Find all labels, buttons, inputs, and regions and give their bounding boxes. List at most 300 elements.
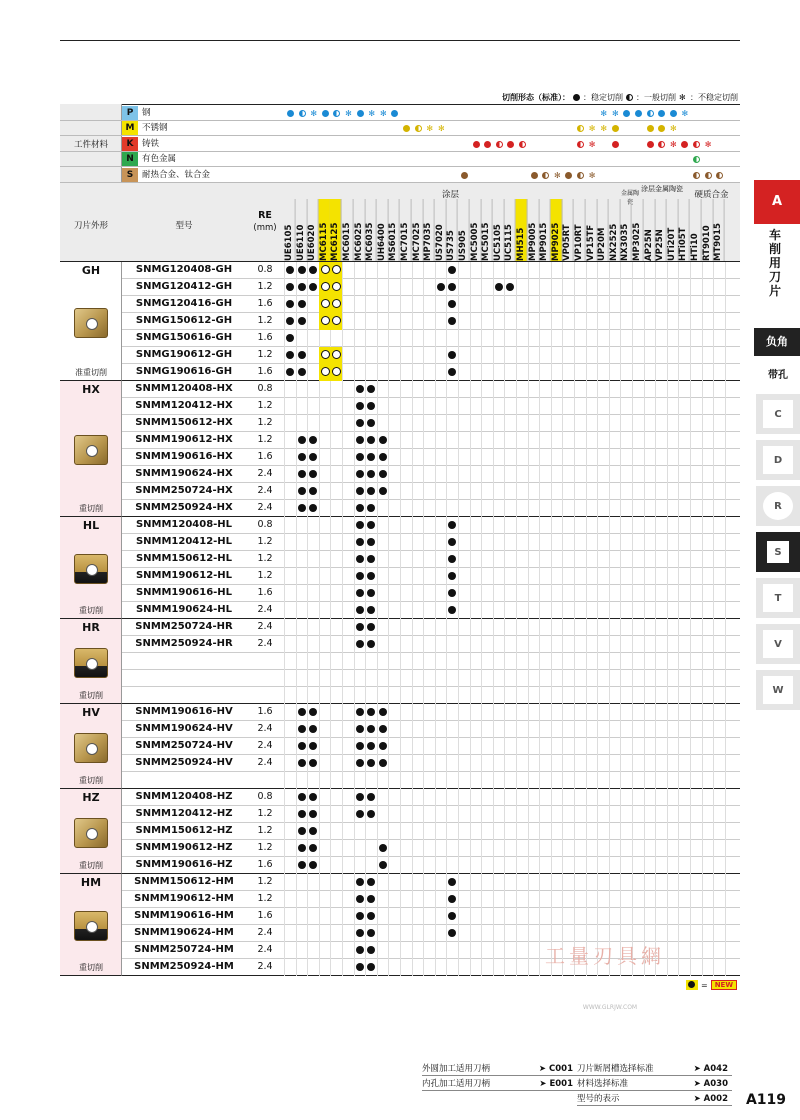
grade-dot <box>367 606 375 614</box>
grade-dot <box>367 504 375 512</box>
shape-tab-R[interactable] <box>756 486 800 526</box>
cermet-label: 金属陶瓷 <box>620 190 639 206</box>
grade-dot <box>356 402 364 410</box>
arrow-icon: ➤ <box>539 1079 550 1089</box>
stable-dot-icon <box>531 172 538 179</box>
model-cell: SNMM190624-HX <box>135 468 233 479</box>
grade-dot <box>448 300 456 308</box>
grade-header-MP9015: MP9015 <box>539 199 551 261</box>
table-row <box>122 874 740 891</box>
unstable-cross-icon: ✻ <box>379 109 387 118</box>
material-name: 铸铁 <box>142 138 160 149</box>
material-row-K <box>60 137 740 152</box>
re-cell: 1.6 <box>257 298 273 309</box>
group-code: HX <box>82 383 100 396</box>
grade-dot <box>309 759 317 767</box>
unstable-cross-icon: ✻ <box>669 124 677 134</box>
table-row <box>122 432 740 449</box>
grade-dot <box>367 895 375 903</box>
grade-dot <box>367 385 375 393</box>
group-code: HZ <box>82 791 100 804</box>
re-cell: 1.2 <box>257 434 273 445</box>
table-row <box>122 415 740 432</box>
model-cell: SNMM250924-HX <box>135 502 233 513</box>
group-code: HM <box>80 876 102 889</box>
unstable-cross-icon: ✻ <box>368 109 376 118</box>
grade-dot <box>298 436 306 444</box>
stable-dot-icon <box>322 110 329 117</box>
new-grade-dot <box>321 265 330 274</box>
grade-dot <box>356 521 364 529</box>
footer-link-label: 材料选择标准 <box>577 1079 629 1089</box>
grade-header-RT9010: RT9010 <box>702 199 714 261</box>
material-name: 有色金属 <box>142 154 177 165</box>
general-dot-icon <box>716 172 723 179</box>
new-dot-icon <box>686 980 698 990</box>
unstable-cross-icon: ✻ <box>704 139 712 149</box>
group-code: GH <box>81 264 101 277</box>
stable-dot-icon <box>612 141 619 148</box>
re-cell: 1.2 <box>257 417 273 428</box>
model-cell: SNMM250924-HR <box>135 638 233 649</box>
stable-dot-icon <box>287 110 294 117</box>
watermark: 工量刃具網 <box>545 944 665 968</box>
model-cell: SNMM190616-HL <box>135 587 233 598</box>
model-cell: SNMM150612-HL <box>135 553 233 564</box>
model-cell: SNMM150612-HZ <box>135 825 233 836</box>
grade-dot <box>448 929 456 937</box>
grade-dot <box>286 266 294 274</box>
grade-dot <box>448 589 456 597</box>
group-GH <box>60 262 122 381</box>
table-row <box>122 704 740 721</box>
grade-dot <box>286 368 294 376</box>
re-cell: 2.4 <box>257 604 273 615</box>
grade-header-MC6125: MC6125 <box>330 199 342 261</box>
grade-dot <box>356 385 364 393</box>
material-row-S <box>60 168 740 183</box>
shape-tab-V[interactable] <box>756 624 800 664</box>
material-code: N <box>122 152 138 166</box>
shape-tab-W[interactable] <box>756 670 800 710</box>
model-cell: SNMG150616-GH <box>135 332 233 343</box>
footer-link-ref <box>539 1062 573 1076</box>
model-cell: SNMG190612-GH <box>135 349 233 360</box>
re-cell: 2.4 <box>257 740 273 751</box>
insert-image <box>74 308 108 338</box>
grade-header-MP7035: MP7035 <box>423 199 435 261</box>
grade-dot <box>379 725 387 733</box>
grade-header-MC7025: MC7025 <box>412 199 424 261</box>
model-cell: SNMM120412-HZ <box>135 808 233 819</box>
grade-dot <box>367 912 375 920</box>
grade-dot <box>367 402 375 410</box>
table-row <box>122 313 740 330</box>
material-code: M <box>122 121 138 135</box>
grade-header-UH6400: UH6400 <box>377 199 389 261</box>
legend-title: 切削形态（标准）： <box>502 93 570 102</box>
group-HZ <box>60 789 122 874</box>
model-cell: SNMM190624-HL <box>135 604 233 615</box>
model-cell: SNMM190612-HM <box>134 893 234 904</box>
grade-dot <box>356 606 364 614</box>
table-row <box>122 738 740 755</box>
material-code: K <box>122 137 138 151</box>
grade-dot <box>298 283 306 291</box>
table-row <box>122 296 740 313</box>
group-HX <box>60 381 122 517</box>
table-row <box>122 670 740 687</box>
re-cell: 0.8 <box>257 383 273 394</box>
grade-header-MP9005: MP9005 <box>528 199 540 261</box>
model-cell: SNMG120408-GH <box>135 264 233 275</box>
model-cell: SNMM190616-HZ <box>135 859 233 870</box>
unstable-cross-icon: ✻ <box>669 139 677 149</box>
cut-type: 重切削 <box>79 504 103 513</box>
grade-dot <box>367 453 375 461</box>
unstable-cross-icon: ✻ <box>588 170 596 180</box>
general-dot-icon <box>299 110 306 117</box>
section-title: 车削用刀片 <box>768 228 781 298</box>
grade-dot <box>379 436 387 444</box>
table-row <box>122 823 740 840</box>
grade-dot <box>367 538 375 546</box>
grade-dot <box>379 470 387 478</box>
footer-link[interactable] <box>577 1062 732 1076</box>
grade-dot <box>298 266 306 274</box>
model-cell: SNMM250724-HX <box>135 485 233 496</box>
watermark-url: WWW.GLRJW.COM <box>582 1004 638 1011</box>
grade-dot <box>367 419 375 427</box>
cut-type: 重切削 <box>79 691 103 700</box>
grade-dot <box>298 470 306 478</box>
ref-code: A042 <box>703 1064 728 1074</box>
grade-dot <box>437 283 445 291</box>
section-tab-A[interactable]: A <box>754 180 800 224</box>
table-row <box>122 891 740 908</box>
grade-dot <box>356 538 364 546</box>
grade-dot <box>379 487 387 495</box>
insert-image <box>74 435 108 465</box>
grade-dot <box>309 504 317 512</box>
re-cell: 1.6 <box>257 451 273 462</box>
re-cell: 2.4 <box>257 621 273 632</box>
footer-link-label: 内孔加工适用刀柄 <box>422 1079 491 1089</box>
table-row <box>122 551 740 568</box>
footer-link-ref <box>694 1062 728 1076</box>
grade-dot <box>356 453 364 461</box>
table-row <box>122 534 740 551</box>
grade-dot <box>309 725 317 733</box>
grade-dot <box>448 606 456 614</box>
grade-dot <box>448 895 456 903</box>
grade-header-MP9025: MP9025 <box>551 199 563 261</box>
grade-dot <box>356 708 364 716</box>
grade-header-UTi20T: UTi20T <box>667 199 679 261</box>
material-row-M <box>60 121 740 136</box>
table-row <box>122 755 740 772</box>
unstable-cross-icon: ✻ <box>345 109 352 118</box>
grade-dot <box>356 504 364 512</box>
legend-unstable: ：不稳定切削 <box>690 93 738 102</box>
re-cell: 1.2 <box>257 553 273 564</box>
stable-dot-icon <box>670 110 677 117</box>
grade-dot <box>448 572 456 580</box>
re-cell: 2.4 <box>257 961 273 972</box>
grade-header-MS6015: MS6015 <box>388 199 400 261</box>
re-cell: 2.4 <box>257 502 273 513</box>
stable-dot-icon <box>461 172 468 179</box>
grade-dot <box>356 640 364 648</box>
model-label: 型号 <box>175 221 193 231</box>
shape-icon: C <box>763 400 793 428</box>
grade-dot <box>356 895 364 903</box>
grade-dot <box>298 844 306 852</box>
grade-dot <box>298 300 306 308</box>
new-grade-dot <box>321 350 330 359</box>
table-row <box>122 602 740 619</box>
re-cell: 1.2 <box>257 876 273 887</box>
model-cell: SNMG120412-GH <box>135 281 233 292</box>
grade-dot <box>309 470 317 478</box>
re-cell: 2.4 <box>257 757 273 768</box>
group-code: HR <box>82 621 100 634</box>
table-row <box>122 908 740 925</box>
material-name: 不锈钢 <box>142 123 168 134</box>
grade-dot <box>286 351 294 359</box>
arrow-icon: ➤ <box>693 1079 704 1089</box>
grade-header-US735: US735 <box>446 199 458 261</box>
grade-dot <box>356 470 364 478</box>
re-cell: 1.2 <box>257 536 273 547</box>
shape-tab-S[interactable] <box>756 532 800 572</box>
model-cell: SNMM120412-HL <box>135 536 233 547</box>
shape-icon: V <box>763 630 793 658</box>
grade-dot <box>367 793 375 801</box>
grade-header-US905: US905 <box>458 199 470 261</box>
footer-link[interactable] <box>577 1077 732 1091</box>
insert-image <box>74 733 108 763</box>
re-unit: (mm) <box>253 223 277 233</box>
new-grade-dot <box>321 299 330 308</box>
grade-dot <box>367 555 375 563</box>
table-row <box>122 381 740 398</box>
shape-tab-C[interactable] <box>756 394 800 434</box>
unstable-cross-icon: ✻ <box>679 92 686 102</box>
model-cell: SNMM120408-HZ <box>135 791 233 802</box>
table-row <box>122 517 740 534</box>
table-row <box>122 398 740 415</box>
grade-header-AP25N: AP25N <box>644 199 656 261</box>
group-HV <box>60 704 122 789</box>
model-cell: SNMM190612-HL <box>135 570 233 581</box>
re-cell: 0.8 <box>257 519 273 530</box>
coating-label: 涂层 <box>441 190 459 200</box>
grade-header-VP15TF: VP15TF <box>586 199 598 261</box>
table-row <box>122 840 740 857</box>
grade-header-UP20M: UP20M <box>597 199 609 261</box>
general-dot-icon <box>542 172 549 179</box>
unstable-cross-icon: ✻ <box>426 124 434 134</box>
grade-dot <box>298 759 306 767</box>
grade-header-MC6035: MC6035 <box>365 199 377 261</box>
shape-icon: S <box>767 541 789 563</box>
stable-dot-icon <box>565 172 572 179</box>
grade-dot <box>379 742 387 750</box>
grade-dot <box>298 725 306 733</box>
grade-dot <box>356 759 364 767</box>
grade-dot <box>298 317 306 325</box>
general-dot-icon <box>626 94 633 101</box>
arrow-icon: ➤ <box>538 1064 550 1074</box>
shape-tab-T[interactable] <box>756 578 800 618</box>
footer-link-label: 刀片断屑槽选择标准 <box>577 1064 654 1074</box>
negative-tab[interactable]: 负角 <box>754 328 800 356</box>
new-grade-dot <box>321 282 330 291</box>
grade-dot <box>367 470 375 478</box>
re-cell: 1.6 <box>257 332 273 343</box>
grade-header-MT9015: MT9015 <box>713 199 725 261</box>
re-cell: 1.6 <box>257 859 273 870</box>
footer-link[interactable] <box>577 1092 732 1106</box>
legend-general: ：一般切削 <box>636 93 676 102</box>
re-cell: 2.4 <box>257 468 273 479</box>
unstable-cross-icon: ✻ <box>588 139 596 149</box>
grade-dot <box>309 708 317 716</box>
unstable-cross-icon: ✻ <box>600 109 608 118</box>
grade-dot <box>379 861 387 869</box>
model-cell: SNMM190616-HX <box>135 451 233 462</box>
grade-header-NX2525: NX2525 <box>609 199 621 261</box>
re-cell: 1.2 <box>257 825 273 836</box>
model-cell: SNMM120412-HX <box>135 400 233 411</box>
grade-header-NX3035: NX3035 <box>620 199 632 261</box>
footer-link-ref <box>694 1077 728 1091</box>
grade-header-VP10RT: VP10RT <box>574 199 586 261</box>
grade-dot <box>298 793 306 801</box>
grade-header-MP3025: MP3025 <box>632 199 644 261</box>
footer-link[interactable] <box>422 1062 577 1076</box>
model-cell: SNMM190616-HM <box>134 910 234 921</box>
grade-dot <box>367 878 375 886</box>
footer-link[interactable] <box>422 1077 577 1091</box>
grade-dot <box>298 453 306 461</box>
grade-dot <box>298 742 306 750</box>
grade-dot <box>356 963 364 971</box>
grade-header-MH515: MH515 <box>516 199 528 261</box>
grade-header-VP25N: VP25N <box>655 199 667 261</box>
grade-header-UE6020: UE6020 <box>307 199 319 261</box>
top-rule <box>60 40 740 41</box>
table-row <box>122 687 740 704</box>
carbide-label: 硬质合金 <box>694 190 729 200</box>
page-number: A119 <box>745 1092 786 1108</box>
stable-dot-icon <box>647 125 654 132</box>
grade-dot <box>367 725 375 733</box>
table-row <box>122 636 740 653</box>
grade-header-MC6025: MC6025 <box>354 199 366 261</box>
grade-dot <box>286 300 294 308</box>
grade-dot <box>309 436 317 444</box>
model-cell: SNMM250924-HM <box>134 961 234 972</box>
re-cell: 1.2 <box>257 808 273 819</box>
grade-header-MC6115: MC6115 <box>319 199 331 261</box>
model-cell: SNMG150612-GH <box>135 315 233 326</box>
grade-dot <box>495 283 503 291</box>
general-dot-icon <box>693 141 700 148</box>
grade-header-MC6015: MC6015 <box>342 199 354 261</box>
group-code: HV <box>82 706 100 719</box>
grade-dot <box>356 589 364 597</box>
model-cell: SNMM190616-HV <box>135 706 233 717</box>
grade-dot <box>309 810 317 818</box>
shape-icon: T <box>763 584 793 612</box>
grade-dot <box>448 521 456 529</box>
group-HL <box>60 517 122 619</box>
stable-dot-icon <box>484 141 491 148</box>
material-code: P <box>122 106 138 120</box>
grade-dot <box>309 487 317 495</box>
coated-cermet-label: 涂层金属陶瓷 <box>641 185 683 193</box>
shape-icon: R <box>763 492 793 520</box>
model-cell: SNMM190624-HM <box>134 927 234 938</box>
table-row <box>122 364 740 381</box>
grade-dot <box>379 708 387 716</box>
unstable-cross-icon: ✻ <box>553 170 561 180</box>
grade-header-VP05RT: VP05RT <box>562 199 574 261</box>
model-cell: SNMM150612-HX <box>135 417 233 428</box>
cut-type: 重切削 <box>79 861 103 870</box>
insert-image <box>74 818 108 848</box>
material-row-N <box>60 152 740 167</box>
grade-dot <box>309 266 317 274</box>
grade-dot <box>309 827 317 835</box>
table-row <box>122 262 740 279</box>
model-cell: SNMM250724-HR <box>135 621 233 632</box>
general-dot-icon <box>519 141 526 148</box>
general-dot-icon <box>647 110 654 117</box>
ref-code: A002 <box>703 1094 728 1104</box>
re-cell: 2.4 <box>257 927 273 938</box>
grade-header-HTi10: HTi10 <box>690 199 702 261</box>
general-dot-icon <box>658 141 665 148</box>
grade-dot <box>309 283 317 291</box>
cut-type: 重切削 <box>79 776 103 785</box>
grade-dot <box>367 640 375 648</box>
stable-dot-icon <box>357 110 364 117</box>
re-cell: 1.2 <box>257 400 273 411</box>
grade-dot <box>298 504 306 512</box>
re-cell: 0.8 <box>257 264 273 275</box>
unstable-cross-icon: ✻ <box>611 109 619 118</box>
unstable-cross-icon: ✻ <box>310 109 318 118</box>
grade-header-MC5005: MC5005 <box>470 199 482 261</box>
unstable-cross-icon: ✻ <box>681 109 689 118</box>
grade-dot <box>356 912 364 920</box>
model-cell: SNMM250724-HV <box>135 740 233 751</box>
grade-dot <box>448 351 456 359</box>
grade-dot <box>286 283 294 291</box>
grade-header-US7020: US7020 <box>435 199 447 261</box>
shape-tab-D[interactable] <box>756 440 800 480</box>
general-dot-icon <box>705 172 712 179</box>
grade-dot <box>286 334 294 342</box>
unstable-cross-icon: ✻ <box>437 124 445 134</box>
grade-header-UE6105: UE6105 <box>284 199 296 261</box>
table-row <box>122 857 740 874</box>
table-row <box>122 789 740 806</box>
grade-dot <box>356 725 364 733</box>
